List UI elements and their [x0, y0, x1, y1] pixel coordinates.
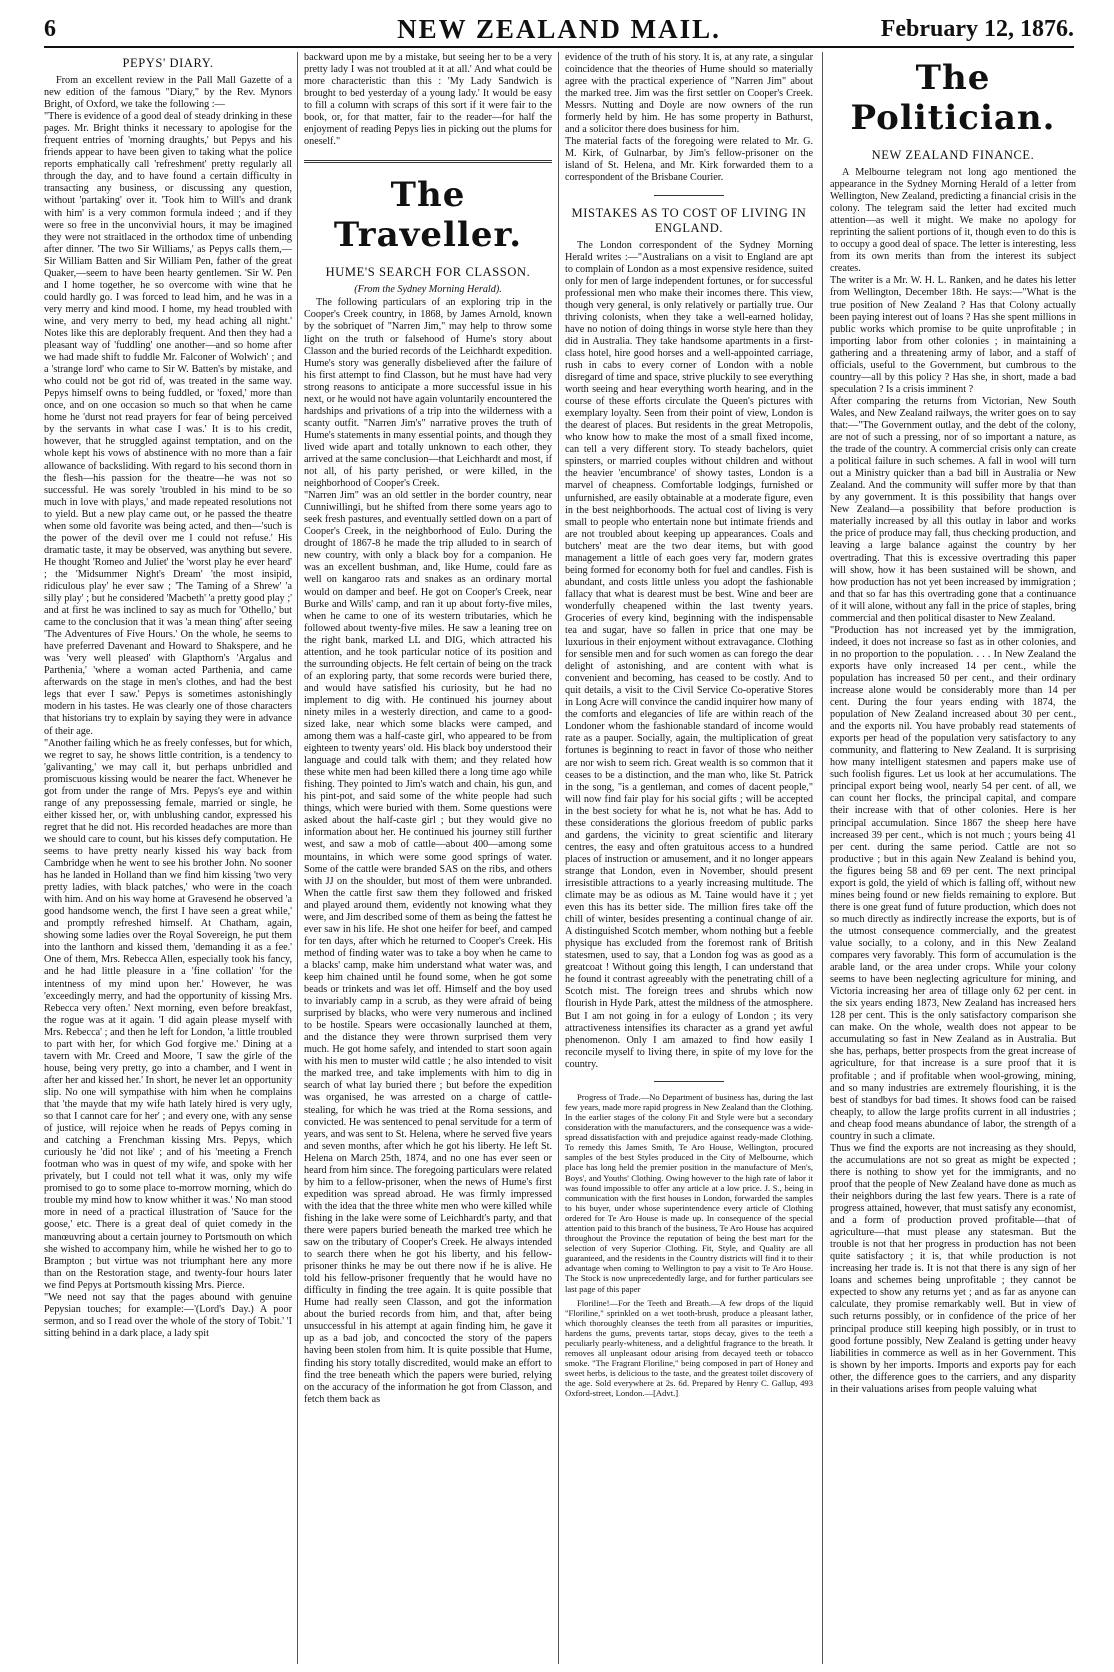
politician-section-title: The Politician. — [850, 58, 1056, 138]
advert-progress-of-trade: Progress of Trade.—No Department of business has, during the last few years, made more rapid progress in New Zealand than the Clothing. In the earlier stages of the colony Fit and Style were but a secondary consideration with the manufacturers, and the consequence was a wide-spread dissatisfaction with and prejudice against ready-made Clothing. To remedy this James Smith, Te Aro House, Wellington, procured samples of the best Styles produced in the City of Melbourne, which place has long held the premier position in the manufacture of Men's, Boys', and Youths' Clothing. Owing however to the high rate of labor it was found impossible to offer any article at a low price. J. S., being in communication with the first houses in London, forwarded the samples to his buyer, under whose superintendence every article of Clothing ordered for Te Aro House is made up. In consequence of the special attention paid to this branch of the business, Te Aro House has acquired throughout the Province the reputation of being the best mart for the selection of very Superior Clothing. Fit, Style, and Quality are all guaranteed, and the residents in the Country districts will find it to their advantage when coming to Wellington to pay a visit to Te Aro House. The Stock is now unprecedentedly large, and for further particulars see last page of this paper — [565, 1091, 816, 1294]
finance-headline: NEW ZEALAND FINANCE. — [871, 148, 1035, 162]
finance-article-body: A Melbourne telegram not long ago mentioned the appearance in the Sydney Morning Herald of a letter from Wellington, New Zealand, predicting a financial crisis in the colony. The telegram said the letter had excited much attention—as well it might. We make no apology for reprinting the salient portions of it, though even to do this is to occupy a good deal of space. The letter is interesting, less from its own merits than from the interest its subject creates. The writer is a Mr. W. H. L. Ranken, and he dates his letter from Wellington, December 18th. He says:—"What is the true position of New Zealand ? Has that Colony actually been paying interest out of loans ? Has she spent millions in public works which promise to be quite unprofitable ; in importing labor from other colonies ; in maintaining a gathering and a threatening army of labor, and a staff of officials, useful to the Government, but cumbrous to the country—all by this policy ? Has she, in short, made a bad speculation ? Is a crisis imminent ? After comparing the returns from Victorian, New South Wales, and New Zealand railways, the writer goes on to say that:—"The Government outlay, and the debt of the colony, are not of such a pressing, nor of so important a nature, as the trade of the country. A commercial crisis only can create a political failure in such schemes. A fall in wool will turn out a Ministry quicker than a bad bill in Australia or New Zealand. And the community will suffer more by that than by any government. It is this possibility that hangs over New Zealand—a possibility that before production is materially increased by all this outlay in labor and works the price of produce may fall, thus checking production, and leaving a large balance against the country by her overtrading. That this is excessive overtrading this paper will show, how it has been sustained will be shown, and how production has not yet been increased by immigration ; and that so far has this overtrading gone that a continuance of it will alone, without any fall in the price of staples, bring commercial and then political disaster to New Zealand. "Production has not increased yet by the immigration, indeed, it does not increase so fast as in other colonies, and in no proportion to the population. . . . In New Zealand the exports have only increased 14 per cent., while the population has increased 50 per cent., and their ordinary increase alone would be considerably more than 14 per cent. During the four years ending with 1874, the population of New Zealand increased about 30 per cent., and the exports nil. You have probably read statements of exports per head of the population very satisfactory to any community, and flattering to New Zealand. It is surprising how many intelligent statesmen and papers make use of such foolish figures. Let us look at her accumulations. The principal export being wool, nearly 54 per cent. of all, we can count her flocks, the principal capital, and compare their increase with that of other colonies. Here is her principal accumulation. Since 1867 the sheep here have increased 39 per cent., which is not much ; yours being 41 per cent. during the same period. Cattle are not so productive ; but in this again New Zealand is behind you, the figures being 58 and 69 per cent. The next principal export is gold, the yield of which is falling off, without new mines being found or new fields remaining to explore. But there is one great fund of future production, which does not so much directly as indirectly increase the exports, but is of the utmost consequence commercially, and the greatest value socially, to a colony, and in this New Zealand compares very favorably. This form of accumulation is the arable land, or the area under crops. While your colony seems to have been neglecting agriculture for mining, and Victoria increasing her area of tillage only 62 per cent. in the six years ending 1873, New Zealand has increased hers 128 per cent. This is the only satisfactory comparison she can make. On the whole, wealth does not appear to be accumulating so fast in New Zealand as in Australia. But she has, perhaps, better prospects from the great increase of agriculture, for that increase is a sure proof that it is profitable ; and if profitable when wool-growing, mining, and so many industries are extremely flourishing, it is the best of standbys for bad times. It shows food can be raised cheaply, to allow the large profits current in all industries ; and cheap food means abundance of labor, the strength of a country in such a climate. Thus we find the exports are not increasing as they should, the accumulations are not so great as might be expected ; there is nothing to show yet for the immigrants, and no proof that the people of New Zealand have done as much as their neighbors during the last few years. There is a rate of progress attained, however, that must satisfy any economist, and a form of production proved profitable—that of agriculture—that must please any statesman. But the trouble is not that her progress in production has not been quite satisfactory ; it is, that while production is not increasing her trade is. It is not that there is any sign of her loans and schemes being unprofitable ; they cannot be expected to show any returns yet ; and as far as anyone can calculate, they promise remarkably well. But in view of such returns possibly, or in confidence of the price of her principal produce still keeping high possibly, or in trust to good fortune possibly, New Zealand is getting under heavy liabilities in commerce as well as in her Government. This is shown by her imports. Imports and exports pay for each other, the difference goes to the carriers, and any disparity in their valuations arises from people valuing what — [830, 167, 1076, 1395]
masthead — [44, 14, 1074, 48]
article-divider — [654, 1081, 724, 1082]
traveller-section-title: The Traveller. — [333, 175, 523, 256]
advert-floriline: Floriline!—For the Teeth and Breath.—A few drops of the liquid "Floriline," sprinkled on a wet tooth-brush, produce a pleasant lather, which thoroughly cleanses the teeth from all parasites or impurities, hardens the gums, prevents tartar, stops decay, gives to the teeth a peculiarly pearly-whiteness, and a delightful fragrance to the breath. It removes all unpleasant odour arising from decayed teeth or tobacco smoke. "The Fragrant Floriline," being composed in part of Honey and sweet herbs, is delicious to the taste, and the greatest toilet discovery of the age. Sold everywhere at 2s. 6d. Prepared by Henry C. Gallup, 493 Oxford-street, London.—[Advt.] — [565, 1297, 816, 1399]
newspaper-title: NEW ZEALAND MAIL. — [397, 14, 721, 44]
issue-date: February 12, 1876. — [880, 16, 1074, 42]
column-4 — [830, 52, 1076, 1664]
column-rule — [822, 52, 823, 1664]
article-divider — [654, 195, 724, 196]
column-rule — [297, 52, 298, 1664]
hume-article-continued: evidence of the truth of his story. It is, at any rate, a singular coincidence that the theories of Hume should so materially agree with the practical experience of "Narren Jim" about the marked tree. Jim was the first settler on Cooper's Creek. Messrs. Nutting and Doyle are now owners of the run formerly held by him. He has some property in Bathurst, and a solicitor there does business for him. The material facts of the foregoing were related to Mr. G. M. Kirk, of Gulnarbar, by Jim's fellow-prisoner on the island of St. Helena, and Mr. Kirk forwarded them to a correspondent of the Brisbane Courier. — [565, 52, 813, 184]
pepys-headline: PEPYS' DIARY. — [122, 56, 214, 70]
column-1 — [44, 52, 292, 1664]
column-rule — [558, 52, 559, 1664]
mistakes-headline: MISTAKES AS TO COST OF LIVING IN ENGLAND. — [571, 205, 807, 235]
column-3 — [565, 52, 816, 1664]
hume-article-body: The following particulars of an exploring trip in the Cooper's Creek country, in 1868, by James Arnold, known by the sobriquet of "Narren Jim," may help to throw some light on the truth or falsehood of Hume's story about Classon and the buried records of the Leichhardt expedition. Hume's story was generally disbelieved after the failure of his first attempt to find Classon, but he must have had very strong reasons to anticipate a more successful issue in his next, or he would not have again voluntarily encountered the hardships and privations of a trip into the wilderness with a scanty outfit. "Narren Jim's" narrative proves the truth of Hume's statements in many essential points, and though they lived wide apart and totally unknown to each other, they arrived at the same conclusion—that Leichhardt and most, if not all, of his party perished, or were killed, in the neighborhood of Cooper's Creek. "Narren Jim" was an old settler in the border country, near Cunniwillingi, but he shifted from there some years ago to seek fresh pastures, and eventually settled down on a part of Cooper's Creek, in the neighborhood of Eulo. During the drought of 1867-8 he made the trip alluded to in search of new country, with only a black boy for a companion. He was an excellent bushman, and, like Hume, could fare as well on kangaroo rats and snakes as an ordinary mortal would on damper and beef. He got on Cooper's Creek, near Burke and Wills' camp, and ran it up about forty-five miles, when he came to one of its western tributaries, which he followed about twenty-five miles. He saw a leaning tree on the right bank, marked LL and DIG, which attracted his attention, and he took particular notice of its position and the surrounding objects. He felt certain of being on the track of an exploring party, that some records were buried there, and would have satisfied his curiosity, but he had no implement to dig with. He continued his journey about ninety miles in a westerly direction, and came to a good-sized lake, near which some blacks were camped, and among them was a half-caste girl, who appeared to be from eighteen to twenty years' old. His black boy understood their language and could talk with them; and they related how these white men had been killed there a long time ago while fishing. They pointed to Jim's watch and chain, his gun, and his pint-pot, and said some of the white people had such things, which were buried with them. Some questions were asked about the half-caste girl ; but they would give no information about her. He continued his journey still further west, and saw a mob of cattle—about 400—among some mountains, in which were some good springs of water. Some of the cattle were branded SAS on the ribs, and others with JJ on the shoulder, but most of them were unbranded. When the cattle first saw them they followed and frisked and played around them, evidently not knowing what they were, and Jim described some of them as being the fattest he ever saw in his life. He shot one heifer for beef, and camped for ten days, after which he returned to Cooper's Creek. His method of finding water was to take a boy when he came to a blacks' camp, make him understand what water was, and keep him chained until he found some, when he got some beads or trinkets and was let off. Himself and the boy used to invariably camp in a scrub, as they were afraid of being surprised by blacks, who were very numerous and inclined to be hostile. Spears were occasionally launched at them, and the distance they were thrown surprised them very much. He got home safely, and intended to start soon again with his men to muster wild cattle ; he also intended to visit the marked tree, and take implements with him to dig in search of what lay buried there ; but before the expedition was organised, he was arrested on a charge of cattle-stealing, for which he was tried at the Roma sessions, and convicted. He was sentenced to penal servitude for a term of years, and was sent to St. Helena, where he served five years and seven months, after which he got his liberty. He left St. Helena on March 25th, 1874, and no one has ever seen or heard from him since. The foregoing particulars were related by him to a fellow-prisoner, when the news of Hume's first expedition was spread abroad. He was firmly impressed with the idea that the three white men who were killed while fishing in the lake were some of Leichhardt's party, and that there were papers buried beneath the marked tree which he saw on the tributary of Cooper's Creek. He always intended to search there when he got his liberty, and his fellow-prisoner thinks he may be out there now if he is alive. He told his fellow-prisoner frequently that he would have no difficulty in finding the tree again. It is quite possible that Hume had really seen Classon, and got the information about the buried records from him, and that, after being unsuccessful in his attempt at again finding him, he gave it up as a bad job, and concocted the story of the papers having been stolen from him. It is quite possible that Hume, finding his story totally discredited, would make an effort to find the tree beneath which the papers were buried, relying on the accuracy of the information he got from Classon, and fetch them back as — [304, 297, 552, 1405]
column-2 — [304, 52, 555, 1664]
page-number: 6 — [44, 16, 56, 42]
section-divider — [304, 160, 552, 163]
mistakes-article-body: The London correspondent of the Sydney Morning Herald writes :—"Australians on a visit to England are apt to complain of London as a most expensive residence, suited only for men of large independent fortunes, or for successful professional men who make their incomes there. This view, though very general, is only relatively or partially true. Our thriving colonists, when they take a well-earned holiday, have no notion of doing things in worse style here than they did in Australia. They take handsome apartments in a first-class hotel, hire good horses and a well-appointed carriage, rush in cabs to every corner of London with a noble disregard of time and space, strive pluckily to see everything worth seeing and hear everything worth hearing, and in the course of these efforts circulate the Queen's pictures with exemplary loyalty. Seen from their point of view, London is the dearest of places. But residents in the great Metropolis, who know how to make the most of a small fixed income, can tell a very different story. To steady bachelors, quiet spinsters, or married couples without children and without the heavier 'encumbrance' of showy tastes, London is a marvel of cheapness. Comfortable lodgings, furnished or unfurnished, are easily obtainable at a moderate figure, even in the best neighborhoods. The actual cost of living is very small to people who entertain none but intimate friends and are not troubled about keeping up appearances. Coals and butchers' meat are the two dear items, but with good management a little of each goes very far, modern grates being formed for economy both for fuel and candles. Fish is abundant, and costs little unless you adopt the fashionable fallacy that what is dearest must be best. Wine and beer are wonderfully cheapened within the last twenty years. Groceries of every kind, beginning with the indispensable tea and sugar, have so fallen in price that one may be luxurious in their enjoyment without extravagance. Clothing for sensible men and for such women as can forego the dear delight of astonishing, and are content with what is convenient and becoming, has ceased to be costly. And to quit details, a visit to the Civil Service Co-operative Stores in Long Acre will convince the candid inquirer how many of the comforts and elegancies of life are within reach of the Londoner whom the fashionable standard of income would rate as a pauper. Socially, again, the multiplication of great fortunes is beginning to react in favor of those who neither are nor wish to seem rich. Great wealth is so common that it ceases to be a distinction, and the man who, like St. Patrick in the song, "is a gentleman, and comes of dacent people," will now find fair play for his social gifts ; will be accepted in the best society for what he is, not what he has. Add to these considerations the glorious freedom of public parks and gardens, the vicinity to great scientific and literary centres, the easy and often gratuitous access to a hundred places of instruction or amusement, and it no longer appears strange that London, even in November, should present irresistible attractions to a yearly increasing multitude. The climate may be as odious as M. Taine would have it ; yet even this has its better side. The million fires take off the chill of winter, besides presenting a continual change of air. A distinguished Scotch member, whom nothing but a feeble physique has excluded from the foremost rank of British statesmen, used to say, that a London fog was as good as a greatcoat ! Without going this length, I can understand that he found it contrast agreeably with the penetrating chill of a Scotch mist. The foreign trees and shrubs which now flourish in Hyde Park, attest the mildness of the atmosphere. But I am not going in for a eulogy of London ; its very attractiveness intensifies its character as a grand yet awful phenomenon. Only I am amazed to find how easily I reconcile myself to living there, in spite of my love for the country. — [565, 239, 816, 1070]
pepys-article-body: From an excellent review in the Pall Mall Gazette of a new edition of the famous "Diary," by the Rev. Mynors Bright, of Oxford, we take the following :— "There is evidence of a good deal of steady drinking in these pages. Mr. Bright thinks it necessary to apologise for the frequent entries of 'morning draughts,' but Pepys and his friends appear to have been given to taking what the police reports emphatically call 'refreshment' pretty regularly all through the day, and to have found a certain difficulty in transacting any business, or discussing any question, without 'partaking' over it. 'Took him to Will's and drank with him' is a very common formula indeed ; and if they were so free in the unconvivial hours, it may be imagined they were not straitlaced in the orthodox time of unbending after dinner. 'The two Sir Williams,' as Pepys calls them,—Sir William Batten and Sir William Pen, father of the great Quaker,—seem to have been hearty gentlemen. 'Sir W. Pen and I home together, he so overcome with wine that he could hardly go. I was forced to lead him, and he was in a very merry and kind mood. I home, my head troubled with wine, and very merry to bed, my head aching all night.' Notes like this are deplorably frequent. And then they had a pleasant way of 'fuddling' one another—and so home after we had made shift to fuddle Mr. Falconer of Wolwich' ; and a 'strange lord' who came to Sir W. Batten's by mistake, and who could not be got rid of, was treated in the same way. Pepys himself owns to being fuddled, or 'foxed,' more than once, and on one occasion so much so that when he came home he 'durst not read prayers for fear of being perceived by the servants in what case I was.' It is to his credit, however, that he struggled against temptation, and on the whole kept his vows of abstinence with no more than a fair allowance of backsliding. With regard to his second thorn in the flesh—his passion for the theatre—he was not so successful. He was sorely 'troubled in his mind to be so much in love with plays,' and made repeated resolutions not to yield. But a new play came out, or he passed the theatre when some old favorite was being acted, and then—'such is the power of the devil over me I could not refuse.' His dramatic taste, it may be observed, was anything but severe. He thought 'Romeo and Juliet' the 'worst play he ever heard' ; the 'Midsummer Night's Dream' 'the most insipid, ridiculous play' he ever saw ; 'The Taming of a Shrew' 'a silly play' ; but he considered 'Macbeth' 'a pretty good play ;' and at first he was inclined to say as much for 'Othello,' but came to the conclusion that it was 'a mean thing' after seeing 'The Adventures of Five Hours.' On the whole, he seems to have preferred Davenant and Howard to Shakspere, and he was 'very well pleased' with Glapthorn's 'Argalus and Parthenia,' 'where a woman acted Parthenia, and came afterwards on the stage in men's clothes, and had the best legs that ever I saw.' Pepys is sometimes astonishingly modern in his tastes. He was clearly one of those characters that historians try to explain by saying they were in advance of their age. "Another failing which he as freely confesses, but for which, we regret to say, he shows little contrition, is a tendency to 'galivanting,' we may call it, but perhaps unbridled and promiscuous kissing would be nearer the fact. Whenever he got from under the range of Mrs. Pepys's eye and within range of any prepossessing female, married or single, he either kissed her, or, with unblushing candor, expressed his regret that he did not. His recorded headaches are more than we should care to count, but his kisses defy computation. He seems to have pretty nearly kissed his way back from Cambridge when he went to see his brother John. No sooner has he landed in Holland than we find him kissing 'two very pretty ladies, with black patches,' who were in the coach with him. And on his way home at Gravesend he observed 'a good handsome wench, the first I have seen a great while,' and promptly refreshed himself. At Chatham, again, showing some ladies over the Royal Sovereign, he put them into the lanthorn and kissed them, 'demanding it as a fee.' One of them, Mrs. Rebecca Allen, especially took his fancy, and he had little pleasure in a 'fine collation' 'for the intentness of my mind upon her.' However, he was 'exceedingly merry, and had the opportunity of kissing Mrs. Rebecca very often.' Next morning, even before breakfast, the rogue was at it again. 'I did again please myself with Mrs. Rebecca' ; and then he left for London, 'a little troubled to part with her, for which God forgive me.' Dining at a tavern with Mr. Creed and Moore, 'I saw the girle of the house, being very pretty, go into a chamber, and I went in after her and kissed her.' In short, he never let an opportunity slip. No one will sympathise with him when he complains that 'the mayde that my wife hath lately hired is very ugly, so that I cannot care for her' ; and every one, with any sense of justice, will rejoice when he reads of Pepys coming in and catching a Frenchman kissing Mrs. Pepys, which curiously he 'did not like' ; and of his 'meeting a French footman who was in quest of my wife, and spoke with her privately, but I could not tell what it was, only my wife promised to go to some place to-morrow morning, which do trouble my mind how to know whither it was.' No man stood more in need of a practical illustration of 'Sauce for the goose,' etc. There is a great deal of quiet comedy in the manœuvring about a certain journey to Portsmouth on which she wished to accompany him, while he wished her to go to Brampton ; but virtue was not triumphant here any more than on the Restoration stage, and twenty-four hours later we find Pepys at Portsmouth kissing Mrs. Pierce. "We need not say that the pages abound with genuine Pepysian touches; for example:—'(Lord's Day.) A poor sermon, and so I read over the whole of the story of Tobit.' 'I sitting behind in a dark place, a lady spit — [44, 75, 293, 1339]
pepys-article-continued: backward upon me by a mistake, but seeing her to be a very pretty lady I was not troubled at it at all.' And what could be more characteristic than this : 'My Lady Sandwich is brought to bed yesterday of a young lady.' It would be easy to fill a column with scraps of this sort if it were fair to the book, or, for that matter, fair to the reader—for half the enjoyment of reading Pepys lies in picking out the plums for oneself." — [304, 52, 555, 148]
hume-headline: HUME'S SEARCH FOR CLASSON. — [325, 265, 531, 280]
hume-source: (From the Sydney Morning Herald). — [354, 284, 502, 296]
